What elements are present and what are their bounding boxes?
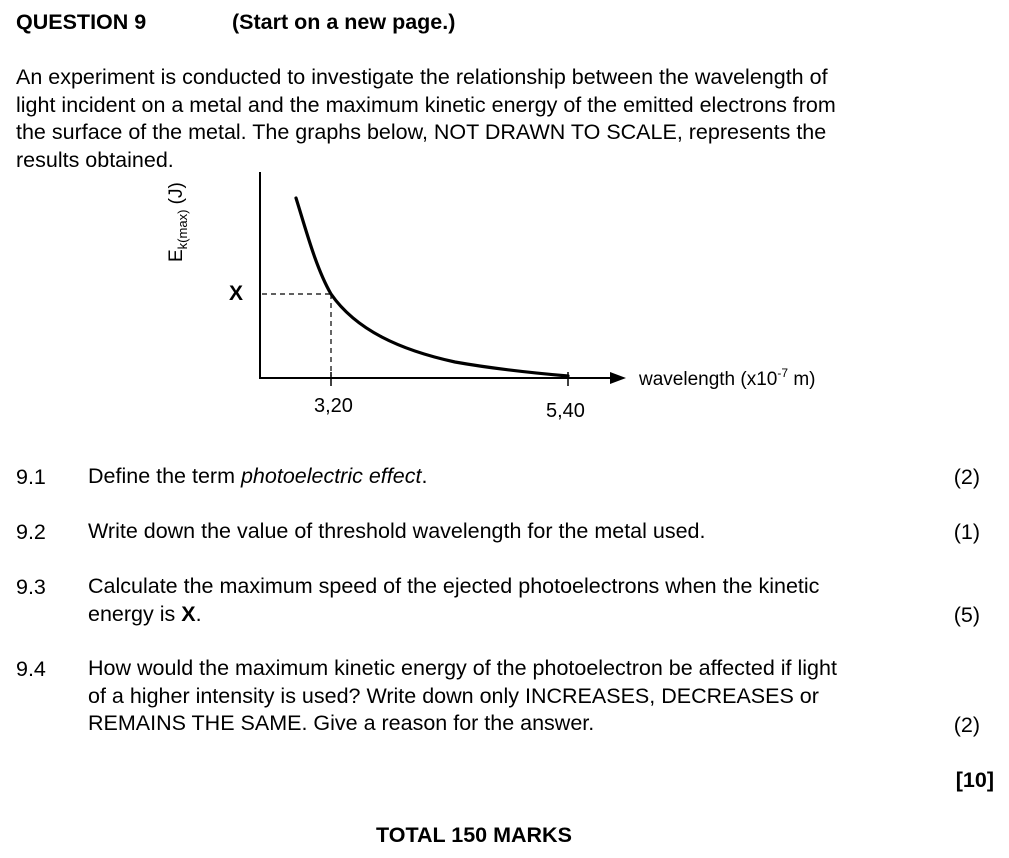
intro-line: light incident on a metal and the maximum kinetic energy of the emitted electrons from	[16, 92, 836, 117]
question-heading: QUESTION 9	[16, 10, 147, 34]
question-marks: (5)	[953, 603, 980, 627]
intro-line: the surface of the metal. The graphs below, NOT DRAWN TO SCALE, represents the	[16, 120, 827, 144]
question-number: 9.2	[16, 520, 46, 544]
total-marks-footer: TOTAL 150 MARKS	[376, 823, 572, 847]
question-instruction: (Start on a new page.)	[232, 10, 456, 34]
question-marks: (2)	[953, 713, 980, 737]
intro-line: results obtained.	[16, 147, 174, 172]
question-marks: (2)	[953, 465, 980, 489]
question-line: of a higher intensity is used? Write down only INCREASES, DECREASES or	[88, 683, 819, 708]
y-marker-x: X	[229, 282, 244, 305]
question-marks: (1)	[953, 520, 980, 544]
y-axis-label: $E_{k(max)}$ (J)	[166, 182, 190, 262]
question-text	[88, 573, 819, 628]
x-axis-label: wavelength ($x10^{-7}$ m)	[639, 366, 816, 390]
question-line: Calculate the maximum speed of the ejected photoelectrons when the kinetic	[88, 574, 820, 598]
question-line: How would the maximum kinetic energy of the photoelectron be affected if light	[88, 656, 837, 680]
x-axis-arrowhead	[610, 372, 626, 384]
question-text	[88, 655, 837, 738]
question-number: 9.4	[16, 657, 46, 681]
question-text: Define the term photoelectric effect.	[88, 464, 428, 488]
x-tick-label: 5,40	[546, 400, 585, 422]
question-text: Write down the value of threshold wavelength for the metal used.	[88, 519, 706, 543]
question-number: 9.3	[16, 575, 46, 599]
x-tick-label: 3,20	[314, 395, 353, 417]
question-number: 9.1	[16, 465, 46, 489]
question-line: energy is X.	[88, 601, 202, 626]
section-total: [10]	[955, 768, 994, 792]
question-line: REMAINS THE SAME. Give a reason for the answer.	[88, 711, 595, 735]
intro-line: An experiment is conducted to investigate the relationship between the wavelength of	[16, 65, 828, 89]
energy-curve	[296, 198, 568, 376]
